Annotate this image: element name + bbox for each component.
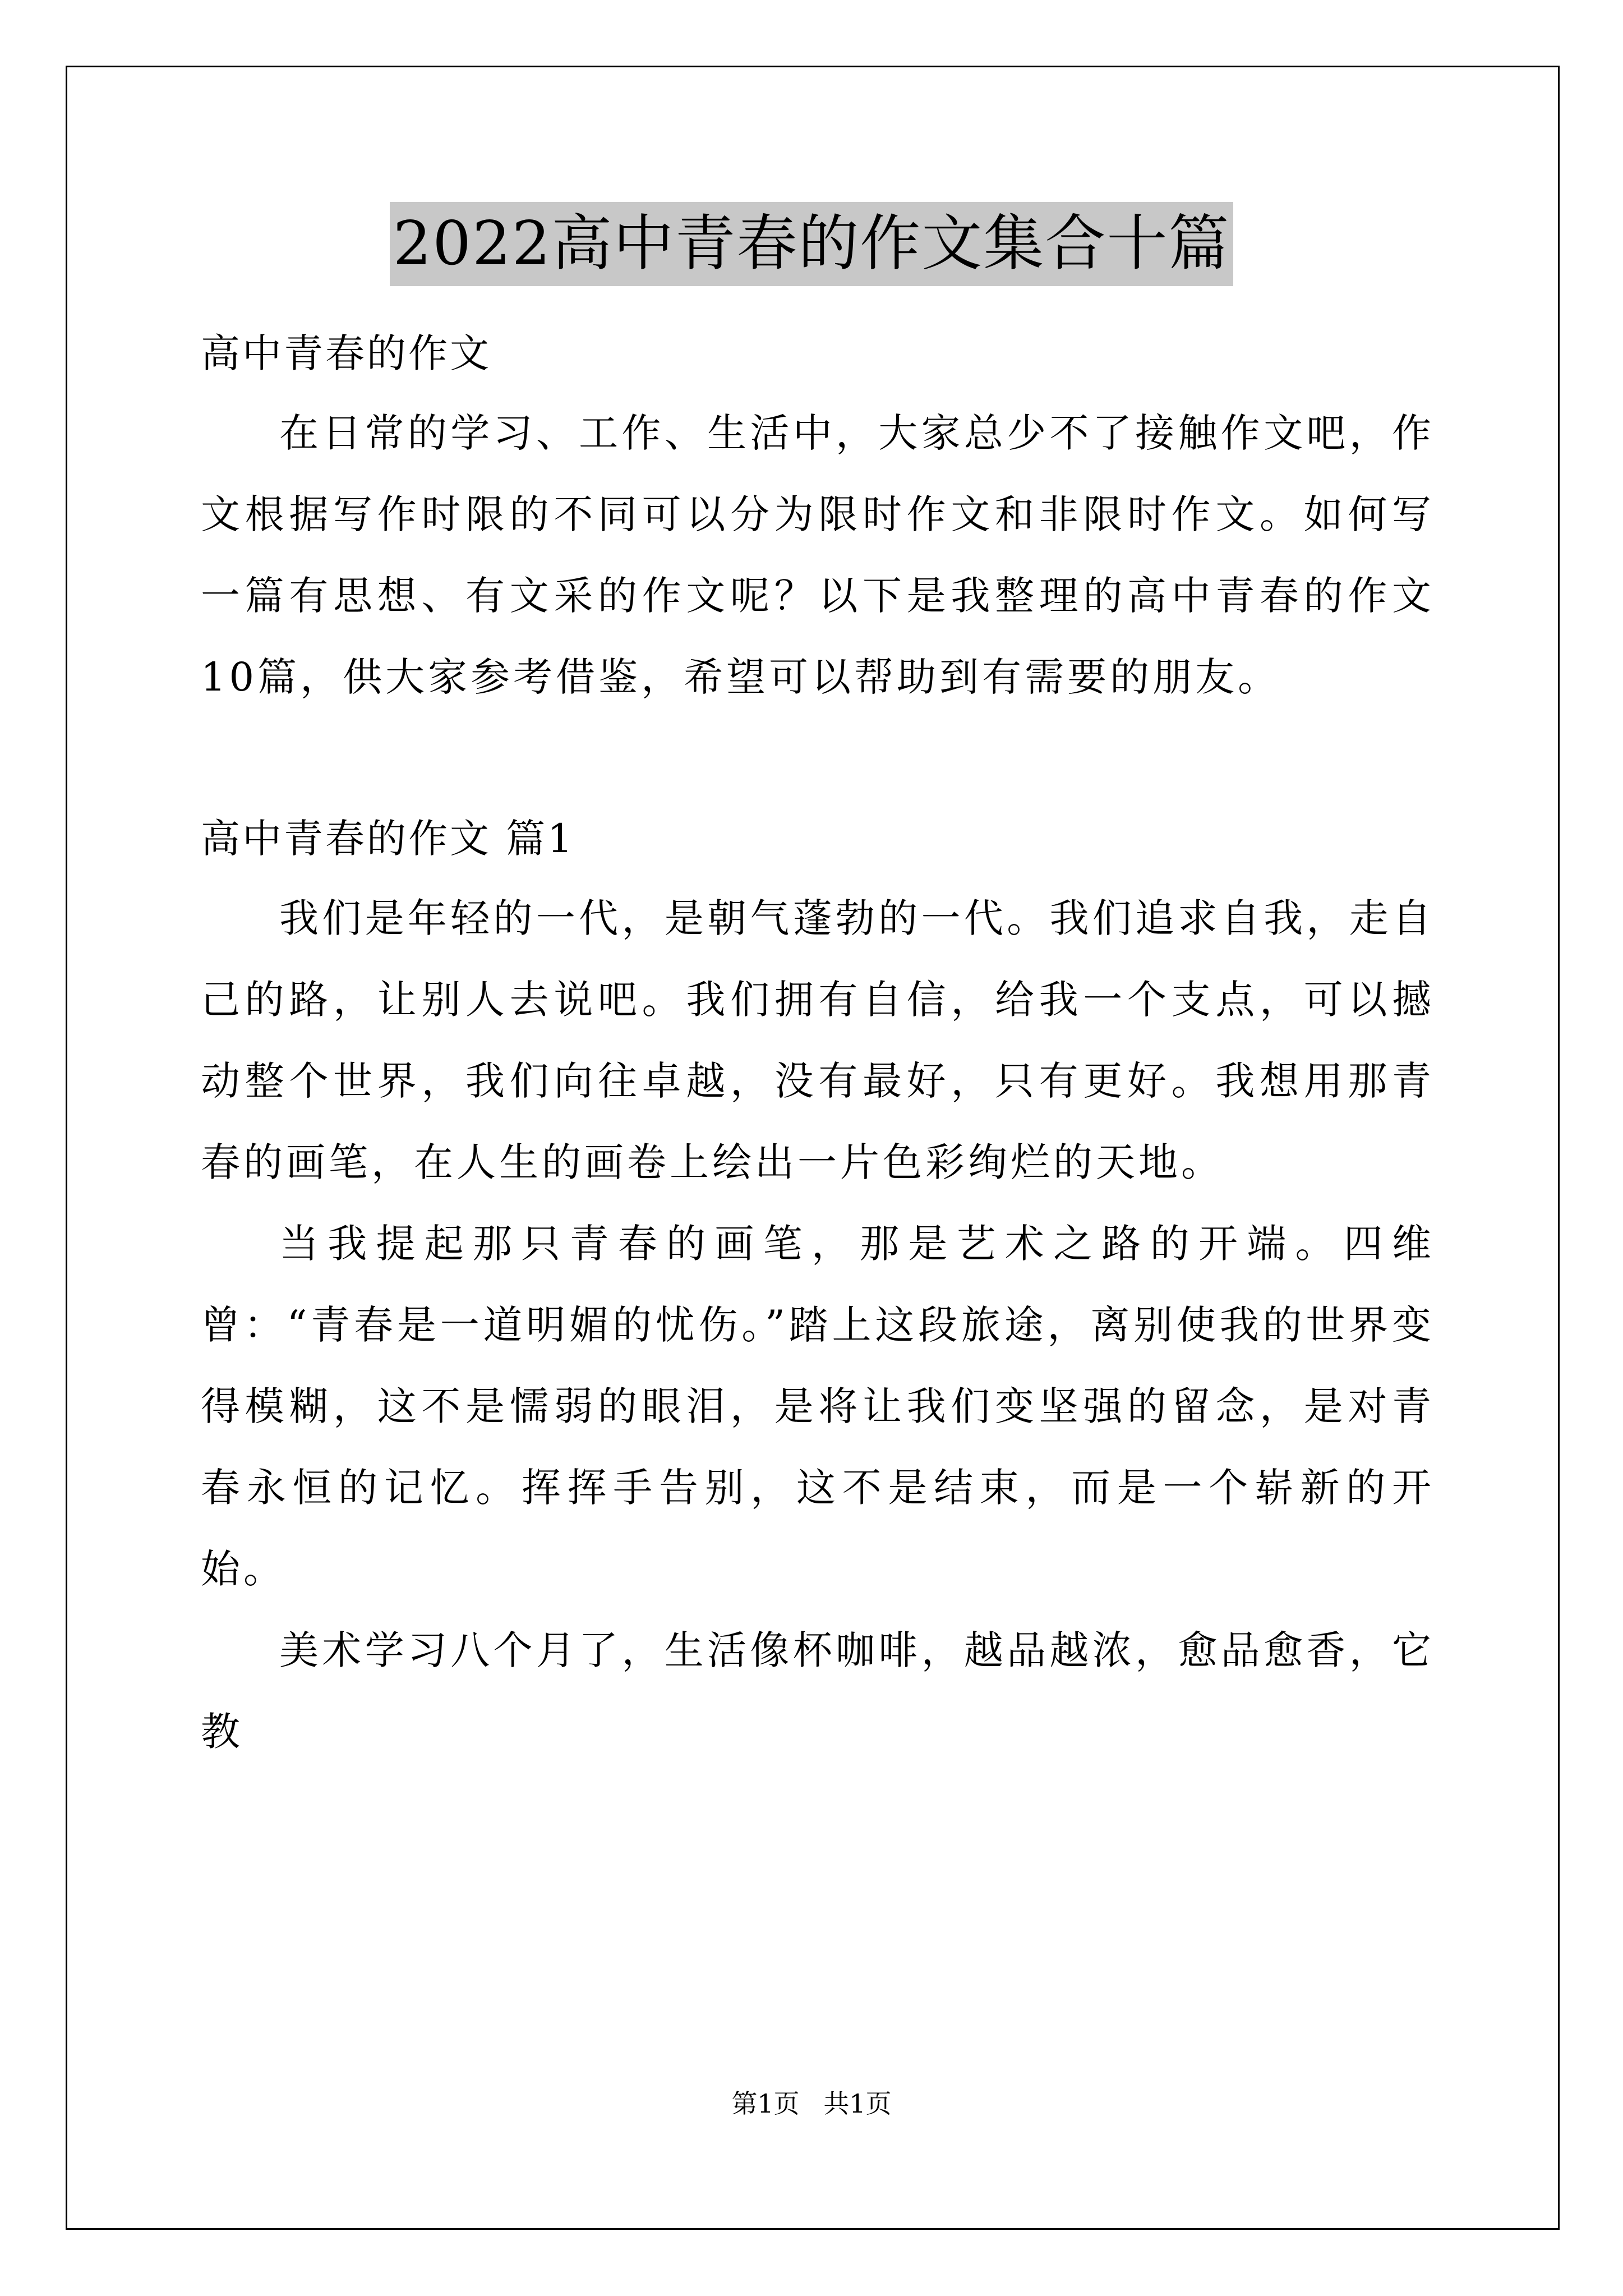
page-total: 共1页 xyxy=(823,2088,892,2119)
title-container xyxy=(0,202,1623,286)
section-heading: 高中青春的作文 篇1 xyxy=(201,816,575,862)
page-number: 第1页 xyxy=(731,2088,800,2119)
document-title: 2022高中青春的作文集合十篇 xyxy=(390,202,1234,286)
intro-paragraph: 在日常的学习、工作、生活中，大家总少不了接触作文吧，作文根据写作时限的不同可以分为限时作文和非限时作文。如何写一篇有思想、有文采的作文呢？以下是我整理的高中青春的作文10篇，供大家参考借鉴，希望可以帮助到有需要的朋友。 xyxy=(201,410,1435,700)
intro-heading: 高中青春的作文 xyxy=(201,330,491,376)
body-paragraph-3: 美术学习八个月了，生活像杯咖啡，越品越浓，愈品愈香，它教 xyxy=(201,1627,1435,1755)
section-spacer xyxy=(201,718,1435,799)
page-footer xyxy=(0,2087,1623,2120)
document-body xyxy=(201,314,1435,1773)
body-paragraph-1: 我们是年轻的一代，是朝气蓬勃的一代。我们追求自我，走自己的路，让别人去说吧。我们拥有自信，给我一个支点，可以撼动整个世界，我们向往卓越，没有最好，只有更好。我想用那青春的画笔，在人生的画卷上绘出一片色彩绚烂的天地。 xyxy=(201,895,1435,1185)
body-paragraph-2: 当我提起那只青春的画笔，那是艺术之路的开端。四维曾：“青春是一道明媚的忧伤。”踏上这段旅途，离别使我的世界变得模糊，这不是懦弱的眼泪，是将让我们变坚强的留念，是对青春永恒的记忆。挥挥手告别，这不是结束，而是一个崭新的开始。 xyxy=(201,1221,1435,1592)
